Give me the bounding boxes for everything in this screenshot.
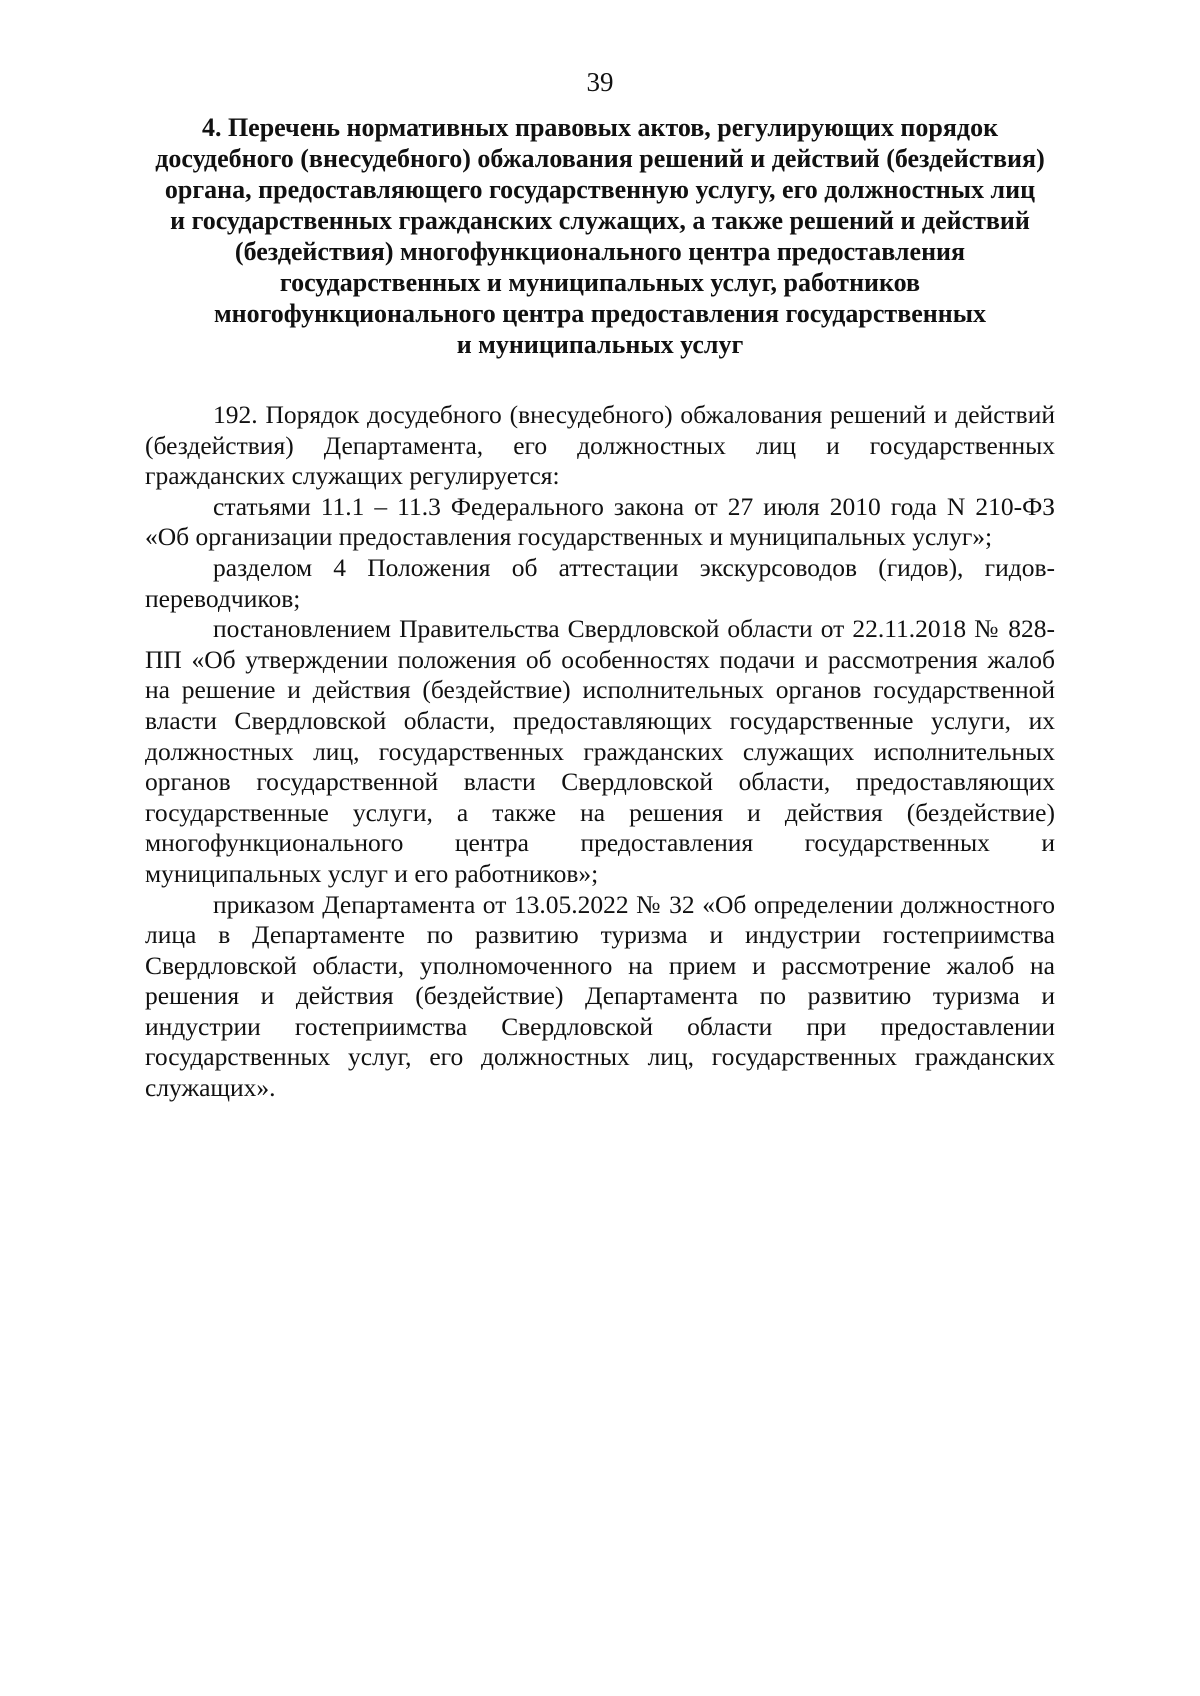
heading-line: и государственных гражданских служащих, а также решений и действий [170,206,1030,235]
body-text [145,400,1055,1104]
heading-line: и муниципальных услуг [456,330,744,359]
heading-line: 4. Перечень нормативных правовых актов, регулирующих порядок [201,113,999,142]
paragraph-guide-regulation: разделом 4 Положения об аттестации экскурсоводов (гидов), гидов-переводчиков; [145,552,1055,613]
paragraph-department-order: приказом Департамента от 13.05.2022 № 32 «Об определении должностного лица в Департаменте по развитию туризма и индустрии гостеприимства Свердловской области, уполномоченного на прием и рассмотрение жалоб на решения и действия (бездействие) Департамента по развитию туризма и индустрии гостеприимства Свердловской области при предоставлении государственных услуг, его должностных лиц, государственных гражданских служащих». [145,889,1055,1103]
heading-line: органа, предоставляющего государственную услугу, его должностных лиц [164,175,1036,204]
paragraph-government-resolution: постановлением Правительства Свердловской области от 22.11.2018 № 828-ПП «Об утверждении положения об особенностях подачи и рассмотрения жалоб на решение и действия (бездействие) исполнительных органов государственной власти Свердловской области, предоставляющих государственные услуги, их должностных лиц, государственных гражданских служащих исполнительных органов государственной власти Свердловской области, предоставляющих государственные услуги, а также на решения и действия (бездействие) многофункционального центра предоставления государственных и муниципальных услуг и его работников»; [145,614,1055,888]
section-heading [150,112,1050,360]
paragraph-192: 192. Порядок досудебного (внесудебного) обжалования решений и действий (бездействия) Департамента, его должностных лиц и государственных гражданских служащих регулируется: [145,400,1055,491]
page-number: 39 [586,67,614,97]
heading-line: государственных и муниципальных услуг, работников [279,268,921,297]
paragraph-federal-law: статьями 11.1 – 11.3 Федерального закона от 27 июля 2010 года N 210-ФЗ «Об организации предоставления государственных и муниципальных услуг»; [145,491,1055,552]
heading-line: досудебного (внесудебного) обжалования решений и действий (бездействия) [155,144,1045,173]
heading-line: многофункционального центра предоставления государственных [213,299,987,328]
heading-line: (бездействия) многофункционального центра предоставления [234,237,966,266]
